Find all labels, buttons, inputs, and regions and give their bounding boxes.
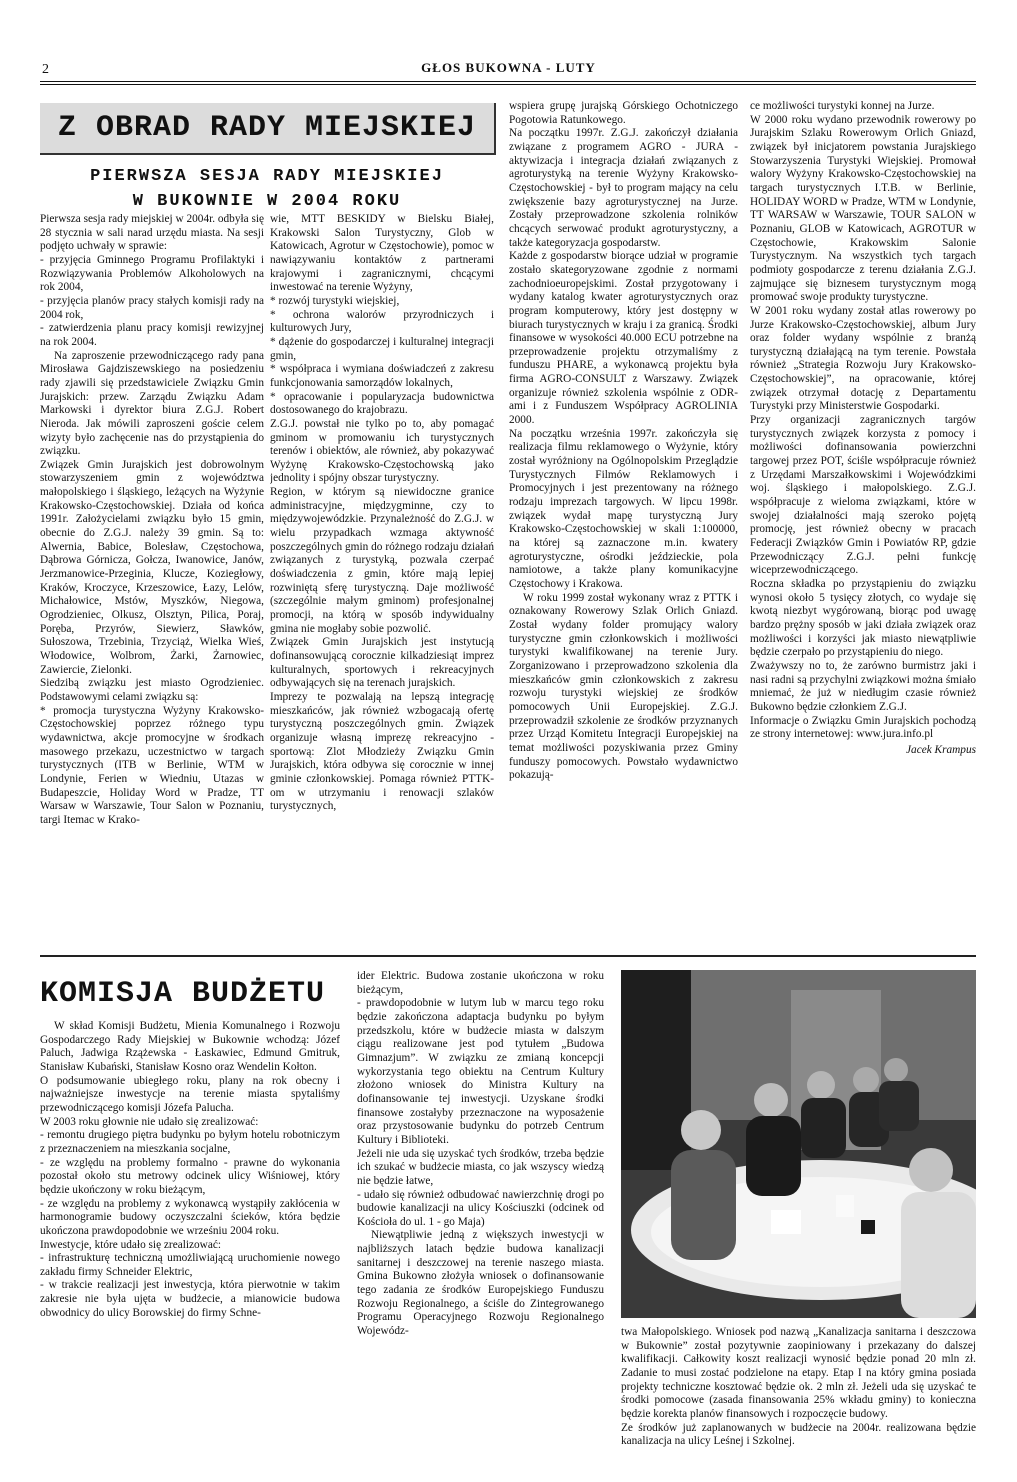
paragraph: Związek Gmin Jurajskich jest dobrowolnym stowarzyszeniem gmin z województwa małopolskiego i śląskiego, leżących na Wyżynie Krakowsko-Częstochowskiej. Działa od końca 1991r. Założycielami związku było 15 gmin, obecnie do Z.G.J. należy 39 gmin. Są to: Alwernia, Babice, Bolesław, Częstochowa, Dąbrowa Górnicza, Gołcza, Iwanowice, Janów, Jerzmanowice-Przeginia, Klucze, Koziegłowy, Kraków, Kroczyce, Krzeszowice, Łazy, Lelów, Michałowice, Mstów, Myszków, Niegowa, Ogrodzieniec, Olkusz, Olsztyn, Pilica, Poraj, Poręba, Przyrów, Siewierz, Sławków, Sułoszowa, Trzebinia, Trzyciąż, Wielka Wieś, Włodowice, Wolbrom, Żarki, Żarnowiec, Zawiercie, Zielonki.	[40, 458, 264, 676]
header-rule	[40, 81, 976, 85]
paragraph: Przy organizacji zagranicznych targów turystycznych związek korzysta z pomocy i możliwości dofinansowania powierzchni targowej przez POT, ściśle współpracuje również z Urzędami Marszałkowskimi i Wojewódzkimi woj. śląskiego i małopolskiego. Z.G.J. współpracuje z wieloma związkami, które w swojej działalności mają szeroko pojętą promocję, jest również obecny w pracach Federacji Związków Gmin i Powiatów RP, gdzie Przewodniczący Z.G.J. pełni funkcję wiceprzewodniczącego.	[750, 414, 976, 577]
article2-column-1	[40, 1020, 340, 1460]
paragraph: - infrastrukturę techniczną umożliwiającą uruchomienie nowego zakładu firmy Schneider Elektric,	[40, 1252, 340, 1278]
paragraph: * współpraca i wymiana doświadczeń z zakresu funkcjonowania samorządów lokalnych,	[270, 363, 494, 389]
paragraph: * opracowanie i popularyzacja budownictwa dostosowanego do krajobrazu.	[270, 390, 494, 417]
paragraph: - przyjęcia planów pracy stałych komisji rady na 2004 rok,	[40, 294, 264, 321]
paragraph: Siedzibą związku jest miasto Ogrodzieniec. Podstawowymi celami związku są:	[40, 677, 264, 703]
paragraph: - w trakcie realizacji jest inwestycja, która pierwotnie w takim zakresie nie była ujęta w budżecie, a mianowicie budowa obwodnicy do ulicy Borowskiej do firmy Schne-	[40, 1279, 340, 1319]
masthead: GŁOS BUKOWNA - LUTY	[421, 60, 596, 75]
paragraph: twa Małopolskiego. Wniosek pod nazwą „Kanalizacja sanitarna i deszczowa w Bukownie” został pozytywnie zaopiniowany i przekazany do dalszej kwalifikacji. Całkowity koszt realizacji wynosić będzie ponad 20 mln zł. Zadanie to musi zostać podzielone na etapy. Etap I na który gmina posiada projekty techniczne kosztować będzie ok. 2 mln zł. Jeżeli uda się uzyskać te środki pomocowe (zasada finansowania 25% wkładu gminy) to konieczna będzie korekta planów finansowych i rozpoczęcie budowy.	[621, 1326, 976, 1420]
paragraph: wie, MTT BESKIDY w Bielsku Białej, Krakowski Salon Turystyczny, Glob w Katowicach, Agrotur w Częstochowie), pomoc w nawiązywaniu kontaktów z partnerami krajowymi i zagranicznymi, chcącymi inwestować na terenie Wyżyny,	[270, 213, 494, 294]
paragraph: Region, w którym są niewidoczne granice administracyjne, międzygminne, czy to międzywojewódzkie. Przynależność do Z.G.J. w wielu przypadkach wzmaga aktywność poszczególnych gmin do różnego rodzaju działań związanych z turystyką, pozwala czerpać doświadczenia z gmin, które mają lepiej rozwiniętą sferę turystyczną. Daje możliwość (szczególnie małym gminom) profesjonalnej promocji, na którą w sposób indywidualny gmina nie mogłaby sobie pozwolić.	[270, 486, 494, 635]
article1-column-2	[270, 213, 494, 946]
paragraph: - prawdopodobnie w lutym lub w marcu tego roku będzie zakończona adaptacja budynku po byłym przedszkolu, które w budżecie miasta w dalszym ciągu realizowane jest pod tytułem „Budowa Gimnazjum”. W związku ze zmianą koncepcji wykorzystania tego obiektu na Centrum Kultury złożono wniosek do Ministra Kultury na dofinansowanie tej inwestycji. Uzyskane środki finansowe zostałyby przeznaczone na wyposażenie oraz przystosowanie budynku do potrzeb Centrum Kultury i Biblioteki.	[357, 997, 604, 1146]
article1-column-1	[40, 213, 264, 946]
paragraph: Niewątpliwie jedną z większych inwestycji w najbliższych latach będzie budowa kanalizacji sanitarnej i deszczowej na terenie naszego miasta. Gmina Bukowno złożyła wniosek o dofinansowanie tego zadania ze środków Europejskiego Funduszu Rozwoju Regionalnego, a ściśle do Zintegrowanego Programu Operacyjnego Rozwoju Regionalnego Wojewódz-	[357, 1229, 604, 1338]
paragraph: Na zaproszenie przewodniczącego rady pana Mirosława Gajdziszewskiego na posiedzeniu rady zjawili się przedstawiciele Związku Gmin Jurajskich: przew. Zarządu Związku Adam Markowski i dyrektor biura Z.G.J. Robert Nieroda. Jak mówili zaproszeni goście celem wizyty było zachęcenie nas do przystąpienia do związku.	[40, 349, 264, 458]
paragraph: * ochrona walorów przyrodniczych i kulturowych Jury,	[270, 308, 494, 335]
paragraph: * promocja turystyczna Wyżyny Krakowsko-Częstochowskiej poprzez różnego typu wydawnictwa, akcje promocyjne w środkach masowego przekazu, uczestnictwo w targach turystycznych (ITB w Berlinie, WTM w Londynie, Ferien w Wiedniu, Utazas w Budapeszcie, Holiday Word w Pradze, TT Warsaw w Warszawie, Tour Salon w Poznaniu, targi Itemac w Krako-	[40, 704, 264, 826]
paragraph: W 2003 roku głownie nie udało się zrealizować:	[40, 1115, 259, 1128]
paragraph: ider Elektric. Budowa zostanie ukończona w roku bieżącym,	[357, 970, 604, 996]
paragraph: O podsumowanie ubiegłego roku, plany na rok obecny i najważniejsze inwestycje na terenie miasta spytaliśmy przewodniczącego komisji Józefa Palucha.	[40, 1074, 340, 1114]
article2-title: KOMISJA BUDŻETU	[40, 977, 326, 1011]
paragraph: W skład Komisji Budżetu, Mienia Komunalnego i Rozwoju Gospodarczego Rady Miejskiej w Bukownie wchodzą: Józef Paluch, Jadwiga Rzążewska - Łaskawiec, Edmund Gmitruk, Stanisław Kubański, Stanisław Kosno oraz Wendelin Kołton.	[40, 1020, 340, 1073]
paragraph: - remontu drugiego piętra budynku po byłym hotelu robotniczym z przeznaczeniem na mieszkania socjalne,	[40, 1129, 340, 1155]
meeting-photo-illustration	[621, 970, 976, 1318]
paragraph: Na początku 1997r. Z.G.J. zakończył działania związane z programem AGRO - JURA - aktywizacja i integracja działań związanych z agroturystyką na terenie Wyżyny Krakowsko-Częstochowskiej - był to program mający na celu zwiększenie bazy agroturystycznej na Jurze. Zostały przeprowadzone szkolenia rolników chcących serwować produkt agroturystyczny, a także kategoryzacja gospodarstw.	[509, 127, 738, 249]
paragraph: Roczna składka po przystąpieniu do związku wynosi około 5 tysięcy złotych, co wydaje się kwotą niezbyt wygórowaną, biorąc pod uwagę bardzo prężny sposób w jaki działa związek oraz możliwości i korzyści jak miasto niewątpliwie będzie czerpało po przystąpieniu do niego.	[750, 577, 976, 659]
paragraph: Z.G.J. powstał nie tylko po to, aby pomagać gminom w promowaniu ich turystycznych terenów i obiektów, ale również, aby pokazywać Wyżynę Krakowsko-Częstochowską jako jednolity i spójny obszar turystyczny.	[270, 417, 494, 485]
article2-column-3	[621, 1326, 976, 1460]
paragraph: ce możliwości turystyki konnej na Jurze.	[750, 100, 935, 112]
subtitle-line-2: W BUKOWNIE W 2004 ROKU	[132, 192, 402, 211]
paragraph: Jeżeli nie uda się uzyskać tych środków, trzeba będzie ich szukać w budżecie miasta, co jak wszyscy wiedzą nie będzie łatwe,	[357, 1147, 604, 1187]
paragraph: wspiera grupę jurajską Górskiego Ochotniczego Pogotowia Ratunkowego.	[509, 100, 738, 126]
page-number: 2	[42, 62, 49, 77]
article1-column-3	[509, 100, 738, 946]
paragraph: - ze względu na problemy formalno - prawne do wykonania pozostał około stu metrowy odcinek ulicy Wiśniowej, który będzie ukończony w roku bieżącym,	[40, 1156, 340, 1196]
paragraph: W roku 1999 został wykonany wraz z PTTK i oznakowany Rowerowy Szlak Orlich Gniazd. Został wydany folder promujący walory turystyczne gmin członkowskich i możliwości turystyki kwalifikowanej na terenie Jury. Zorganizowano i przeprowadzono szkolenia dla mieszkańców gmin członkowskich z zakresu rozwoju turystyki wiejskiej ze środków pomocowych Unii Europejskiej. Z.G.J. przeprowadził szkolenie ze środków przyznanych przez Urząd Komitetu Integracji Europejskiej na temat możliwości pozyskiwania przez Gminy funduszy pomocowych. Powstało wydawnictwo pokazują-	[509, 591, 738, 782]
paragraph: - zatwierdzenia planu pracy komisji rewizyjnej na rok 2004.	[40, 322, 264, 348]
author-signature: Jacek Krampus	[906, 743, 976, 756]
paragraph: * dążenie do gospodarczej i kulturalnej integracji gmin,	[270, 335, 494, 362]
paragraph: Każde z gospodarstw biorące udział w programie zostało skategoryzowane zgodnie z normami zachodnioeuropejskimi. Został przygotowany i wydany katalog kwater agroturystycznych oraz program komputerowy, który jest dostępny w biurach turystycznych w kraju i za granicą. Środki finansowe w wysokości 40.000 ECU potrzebne na przeprowadzenie projektu otrzymaliśmy z funduszu PHARE, a wykonawcą projektu była firma AGRO-CONSULT z Warszawy. Związek organizuje również szkolenia wspólnie z ODR-ami i z Funduszem Współpracy AGROLINIA 2000.	[509, 250, 738, 427]
paragraph: - udało się również odbudować nawierzchnię drogi po budowie kanalizacji na ulicy Kościuszki (odcinek od Kościoła do ul. 1 - go Maja)	[357, 1188, 604, 1228]
paragraph: Zważywszy no to, że zarówno burmistrz jaki i nasi radni są przychylni związkowi można śmiało mniemać, że już w niedługim czasie również Bukowno będzie członkiem Z.G.J.	[750, 659, 976, 713]
paragraph: * rozwój turystyki wiejskiej,	[270, 294, 400, 307]
article1-column-4	[750, 100, 976, 946]
paragraph: W 2000 roku wydano przewodnik rowerowy po Jurajskim Szlaku Rowerowym Orlich Gniazd, związek był inicjatorem powstania Jurajskiego Stowarzyszenia Turystyki Wiejskiej. Promował walory Wyżyny Krakowsko-Częstochowskiej na targach turystycznych I.T.B. w Berlinie, HOLIDAY WORD w Pradze, WTM w Londynie, TT WARSAW w Warszawie, TOUR SALON w Poznaniu, GLOB w Katowicach, AGROTUR w Częstochowie, Krakowskim Salonie Turystycznym. Na wszystkich tych targach podmioty gospodarcze z terenu działania Z.G.J. zajmujące się biznesem turystycznym mogą promować swoje produkty turystyczne.	[750, 113, 976, 304]
article-subtitle	[40, 164, 494, 214]
paragraph: - ze względu na problemy z wykonawcą wystąpiły zakłócenia w harmonogramie budowy oczyszczalni ścieków, która będzie ukończona prawdopodobnie we wrześniu 2004 roku.	[40, 1197, 340, 1237]
paragraph: Ze środków już zaplanowanych w budżecie na 2004r. realizowana będzie kanalizacja na ulicy Leśnej i Szkolnej.	[621, 1421, 976, 1448]
paragraph: Związek Gmin Jurajskich jest instytucją dofinansowującą corocznie kilkadziesiąt imprez kulturalnych, sportowych i rekreacyjnych odbywających się na terenach jurajskich.	[270, 636, 494, 690]
paragraph: W 2001 roku wydany został atlas rowerowy po Jurze Krakowsko-Częstochowskiej, album Jury oraz folder wydany wspólnie z branżą turystyczną działającą na tym terenie. Powstała również „Strategia Rozwoju Jury Krakowsko-Częstochowskiej”, na opracowanie, której związek otrzymał dotację z Departamentu Turystyki przy Ministerstwie Gospodarki.	[750, 304, 976, 413]
paragraph: Na początku września 1997r. zakończyła się realizacja filmu reklamowego o Wyżynie, który został wyróżniony na Ogólnopolskim Przeglądzie Turystycznych Filmów Reklamowych i Promocyjnych i jest prezentowany na różnego rodzaju imprezach targowych. W lipcu 1998r. związek wydał mapę turystyczną Jury Krakowsko-Częstochowskiej w skali 1:100000, na której są zaznaczone m.in. kwatery agroturystyczne, ośrodki jeździeckie, pola namiotowe, a także plany komunikacyjne Częstochowy i Krakowa.	[509, 427, 738, 590]
subtitle-line-1: PIERWSZA SESJA RADY MIEJSKIEJ	[90, 167, 444, 186]
paragraph: Imprezy te pozwalają na lepszą integrację mieszkańców, jak również wzbogacają ofertę turystyczną poszczególnych gmin. Związek organizuje własną imprezę rekreacyjno - sportową: Zlot Młodzieży Związku Gmin Jurajskich, która odbywa się corocznie w innej gminie członkowskiej. Pomaga również PTTK-om w utrzymaniu i renowacji szlaków turystycznych,	[270, 690, 494, 813]
paragraph: Informacje o Związku Gmin Jurajskich pochodzą ze strony internetowej: www.jura.info.pl	[750, 714, 976, 741]
paragraph: Pierwsza sesja rady miejskiej w 2004r. odbyła się 28 stycznia w sali narad urzędu miasta. Na sesji podjęto uchwały w sprawie:	[40, 213, 264, 253]
article2-column-2	[357, 970, 604, 1460]
paragraph: - przyjęcia Gminnego Programu Profilaktyki i Rozwiązywania Problemów Alkoholowych na rok 2004,	[40, 253, 264, 294]
meeting-photo	[621, 970, 976, 1318]
paragraph: Inwestycje, które udało się zrealizować:	[40, 1238, 221, 1251]
section-banner: Z OBRAD RADY MIEJSKIEJ	[40, 103, 496, 155]
section-divider	[40, 955, 976, 957]
